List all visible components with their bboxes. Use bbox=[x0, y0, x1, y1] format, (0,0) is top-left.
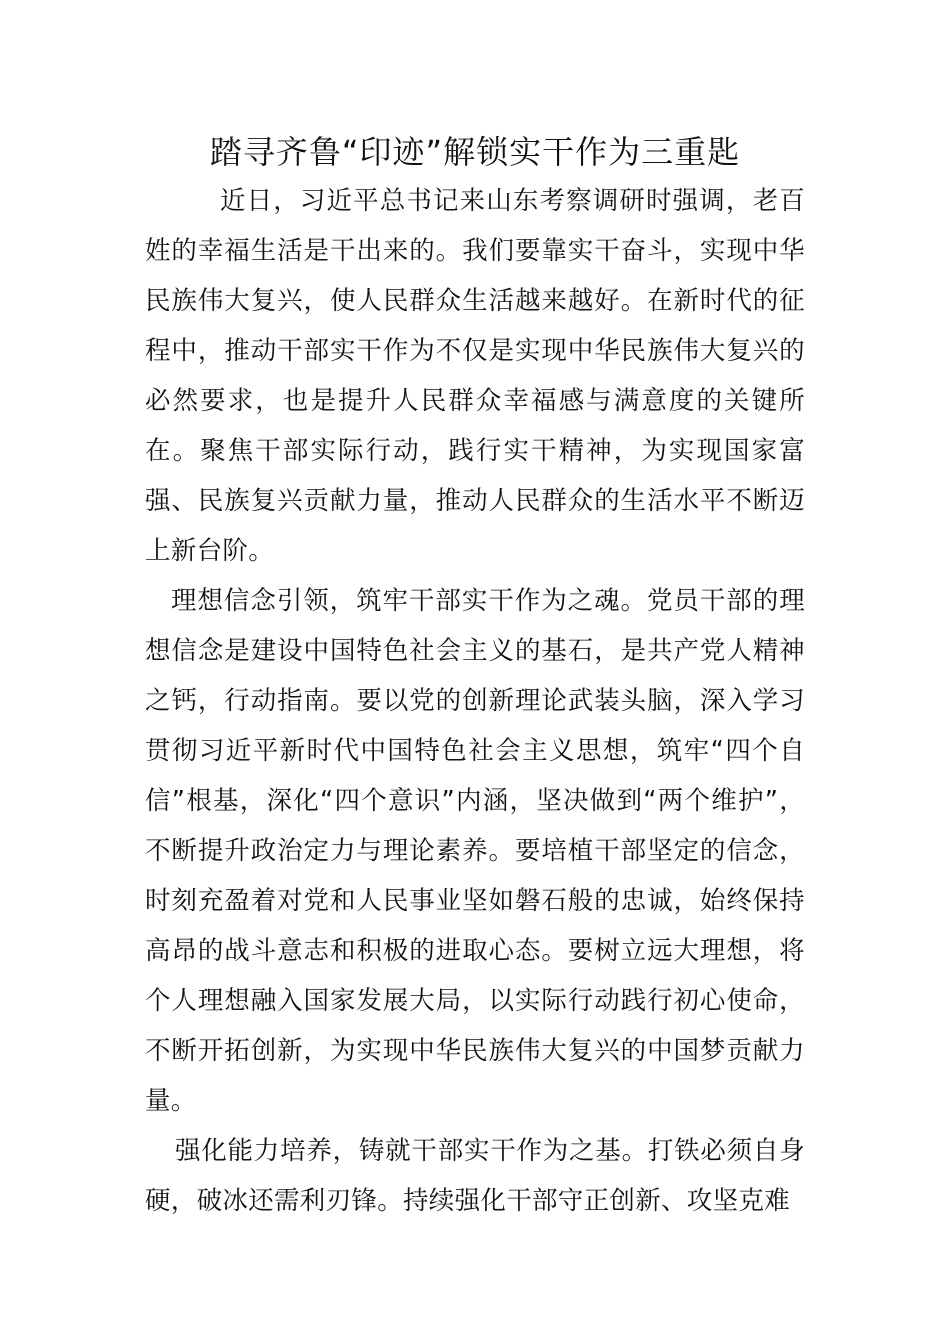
paragraph-ideals: 理想信念引领，筑牢干部实干作为之魂。党员干部的理想信念是建设中国特色社会主义的基石，是共产党人精神之钙，行动指南。要以党的创新理论武装头脑，深入学习贯彻习近平新时代中国特色社会主义思想，筑牢“四个自信”根基，深化“四个意识”内涵，坚决做到“两个维护”，不断提升政治定力与理论素养。要培植干部坚定的信念，时刻充盈着对党和人民事业坚如磐石般的忠诚，始终保持高昂的战斗意志和积极的进取心态。要树立远大理想，将个人理想融入国家发展大局，以实际行动践行初心使命，不断开拓创新，为实现中华民族伟大复兴的中国梦贡献力量。 bbox=[145, 586, 805, 1116]
paragraph-ability: 强化能力培养，铸就干部实干作为之基。打铁必须自身硬，破冰还需利刃锋。持续强化干部守正创新、攻坚克难 bbox=[145, 1136, 805, 1216]
document-body bbox=[145, 176, 805, 1226]
document-title: 踏寻齐鲁“印迹”解锁实干作为三重匙 bbox=[209, 133, 741, 171]
paragraph-intro: 近日，习近平总书记来山东考察调研时强调，老百姓的幸福生活是干出来的。我们要靠实干奋斗，实现中华民族伟大复兴，使人民群众生活越来越好。在新时代的征程中，推动干部实干作为不仅是实现中华民族伟大复兴的必然要求，也是提升人民群众幸福感与满意度的关键所在。聚焦干部实际行动，践行实干精神，为实现国家富强、民族复兴贡献力量，推动人民群众的生活水平不断迈上新台阶。 bbox=[145, 186, 805, 566]
